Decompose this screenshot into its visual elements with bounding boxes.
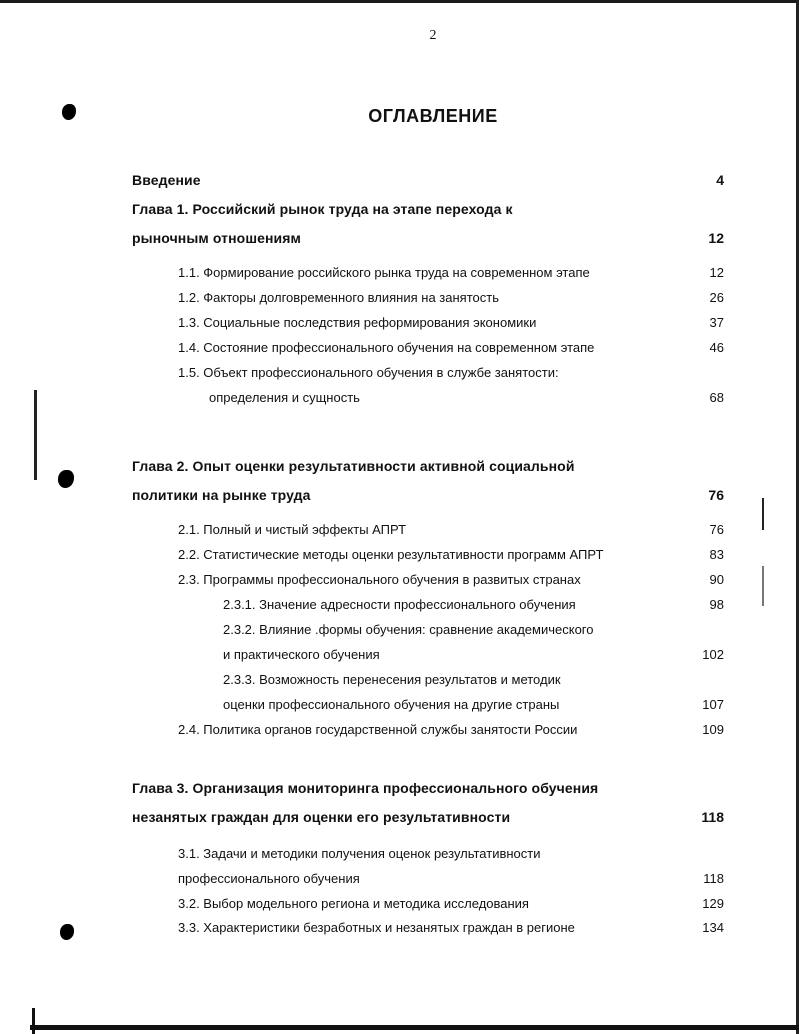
toc-entry-line1: 2.3.2. Влияние .формы обучения: сравнение академического xyxy=(223,622,594,637)
toc-entry-page: 12 xyxy=(708,230,724,246)
toc-entry-page: 118 xyxy=(701,809,724,825)
toc-entry-text: 3.2. Выбор модельного региона и методика исследования xyxy=(178,896,529,911)
toc-entry-page: 107 xyxy=(702,697,724,712)
toc-entry-text: 2.1. Полный и чистый эффекты АПРТ xyxy=(178,522,407,537)
toc-entry-text: 1.1. Формирование российского рынка труда на современном этапе xyxy=(178,265,590,280)
toc-entry-text: незанятых граждан для оценки его результативности xyxy=(132,809,511,825)
toc-entry-text: рыночным отношениям xyxy=(132,230,301,246)
toc-entry-page: 76 xyxy=(708,487,724,503)
toc-entry-text: 3.3. Характеристики безработных и незанятых граждан в регионе xyxy=(178,920,575,935)
toc-entry-text: 1.3. Социальные последствия реформирования экономики xyxy=(178,315,537,330)
toc-entry-line1: 3.1. Задачи и методики получения оценок результативности xyxy=(178,846,541,861)
toc-entry-page: 37 xyxy=(709,315,724,330)
punch-hole-bottom xyxy=(60,924,74,940)
toc-entry-page: 4 xyxy=(716,172,724,188)
toc-entry-page: 90 xyxy=(709,572,724,587)
toc-entry-page: 102 xyxy=(702,647,724,662)
toc-entry-text: профессионального обучения xyxy=(178,871,360,886)
toc-entry-line1: Глава 2. Опыт оценки результативности активной социальной xyxy=(132,458,575,474)
toc-entry-text: 1.2. Факторы долговременного влияния на занятость xyxy=(178,290,499,305)
toc-entry-line1: Глава 1. Российский рынок труда на этапе перехода к xyxy=(132,201,513,217)
punch-hole-middle xyxy=(58,470,74,488)
toc-entry-text: 2.2. Статистические методы оценки результативности программ АПРТ xyxy=(178,547,604,562)
toc-entry-page: 12 xyxy=(709,265,724,280)
scan-mark-left xyxy=(34,390,37,480)
toc-entry-text: политики на рынке труда xyxy=(132,487,311,503)
toc-entry-line1: 1.5. Объект профессионального обучения в службе занятости: xyxy=(178,365,559,380)
toc-entry-page: 68 xyxy=(709,390,724,405)
toc-entry-text: 1.4. Состояние профессионального обучения на современном этапе xyxy=(178,340,595,355)
toc-entry-line1: Глава 3. Организация мониторинга профессионального обучения xyxy=(132,780,599,796)
toc-entry-page: 83 xyxy=(709,547,724,562)
toc-entry-page: 134 xyxy=(702,920,724,935)
toc-entry-page: 118 xyxy=(703,871,724,886)
page-number: 2 xyxy=(429,28,437,43)
scan-mark-right-1 xyxy=(762,498,764,530)
toc-entry-text: 2.3. Программы профессионального обучения в развитых странах xyxy=(178,572,581,587)
toc-entry-page: 76 xyxy=(709,522,724,537)
toc-entry-page: 109 xyxy=(702,722,724,737)
scan-mark-right-2 xyxy=(762,566,764,606)
toc-entry-text: 2.3.1. Значение адресности профессионального обучения xyxy=(223,597,576,612)
toc-entry-text: 2.4. Политика органов государственной службы занятости России xyxy=(178,722,578,737)
toc-entry-text: оценки профессионального обучения на другие страны xyxy=(223,697,560,712)
toc-entry-text: Введение xyxy=(132,172,201,188)
toc-entry-page: 98 xyxy=(709,597,724,612)
toc-entry-page: 46 xyxy=(709,340,724,355)
toc-entry-page: 26 xyxy=(709,290,724,305)
toc-title: ОГЛАВЛЕНИЕ xyxy=(368,106,498,126)
toc-entry-text: и практического обучения xyxy=(223,647,380,662)
scan-edge-bottom xyxy=(30,1025,799,1030)
toc-entry-line1: 2.3.3. Возможность перенесения результатов и методик xyxy=(223,672,561,687)
toc-entry-text: определения и сущность xyxy=(209,390,360,405)
scan-edge-top xyxy=(0,0,799,3)
scan-edge-left xyxy=(32,1008,35,1034)
toc-entry-page: 129 xyxy=(702,896,724,911)
